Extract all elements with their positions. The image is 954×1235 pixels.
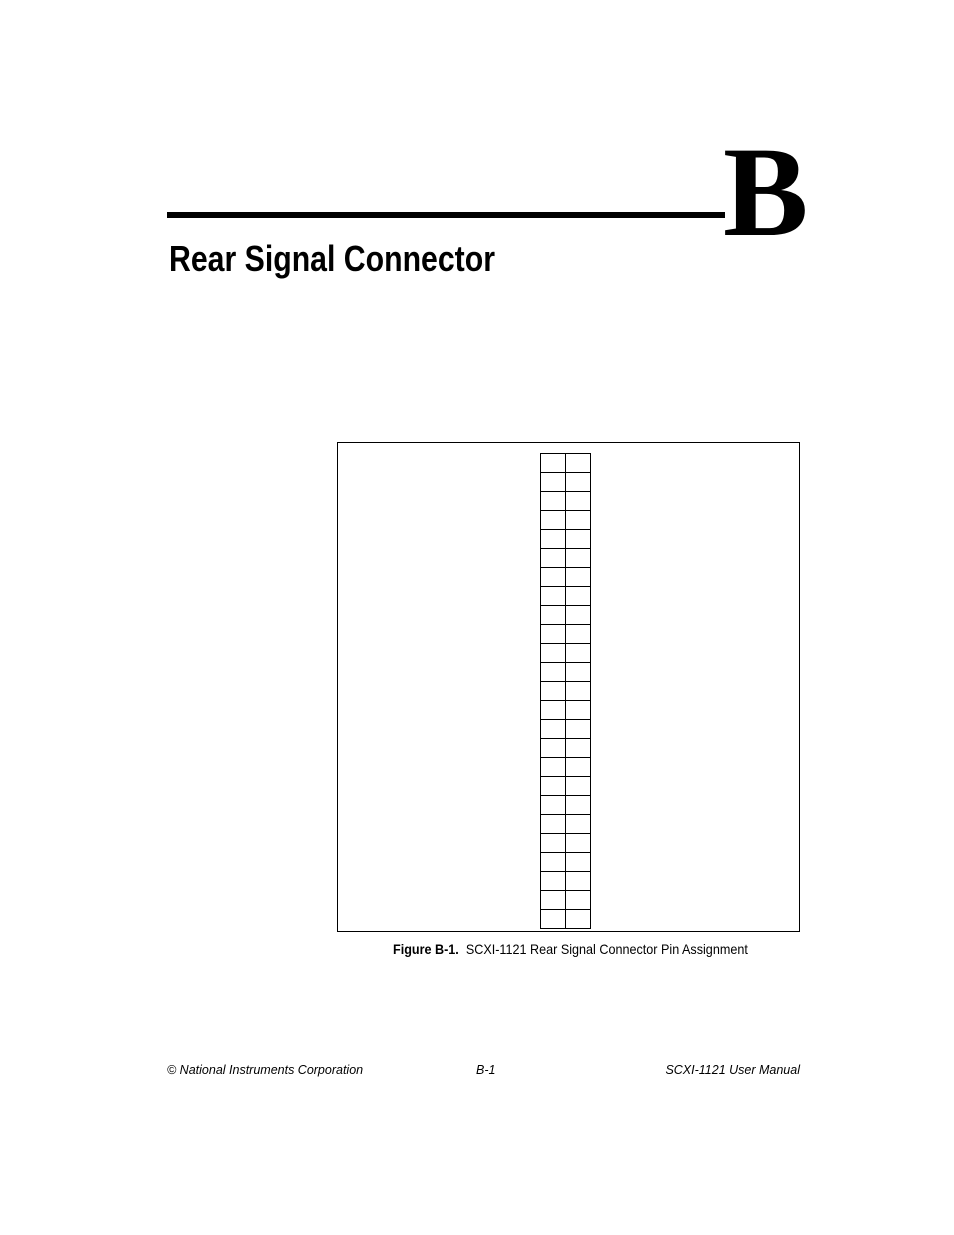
pin-row — [541, 492, 591, 511]
pin-cell — [566, 891, 591, 910]
pin-cell — [566, 606, 591, 625]
pin-cell — [566, 910, 591, 929]
pin-cell — [541, 853, 566, 872]
pin-row — [541, 606, 591, 625]
pin-cell — [566, 758, 591, 777]
pin-row — [541, 473, 591, 492]
figure-frame — [337, 442, 800, 932]
pin-cell — [566, 454, 591, 473]
pin-row — [541, 910, 591, 929]
pin-cell — [566, 739, 591, 758]
pin-cell — [566, 492, 591, 511]
pin-row — [541, 625, 591, 644]
pin-cell — [566, 834, 591, 853]
pin-cell — [541, 473, 566, 492]
pin-row — [541, 454, 591, 473]
pin-cell — [566, 682, 591, 701]
pin-cell — [541, 720, 566, 739]
pin-assignment-grid — [540, 453, 591, 929]
pin-cell — [541, 834, 566, 853]
pin-cell — [566, 815, 591, 834]
pin-cell — [541, 739, 566, 758]
pin-cell — [541, 587, 566, 606]
page-title: Rear Signal Connector — [169, 238, 495, 279]
pin-cell — [566, 701, 591, 720]
pin-cell — [566, 625, 591, 644]
pin-row — [541, 834, 591, 853]
pin-cell — [541, 815, 566, 834]
pin-row — [541, 891, 591, 910]
pin-row — [541, 701, 591, 720]
footer-copyright: © National Instruments Corporation — [167, 1063, 364, 1077]
pin-cell — [541, 549, 566, 568]
pin-cell — [566, 777, 591, 796]
pin-row — [541, 644, 591, 663]
chapter-rule — [167, 212, 725, 218]
pin-row — [541, 739, 591, 758]
pin-cell — [541, 625, 566, 644]
pin-row — [541, 568, 591, 587]
pin-row — [541, 720, 591, 739]
pin-cell — [566, 549, 591, 568]
pin-cell — [541, 568, 566, 587]
figure-caption-text: SCXI-1121 Rear Signal Connector Pin Assignment — [465, 941, 748, 957]
pin-cell — [541, 758, 566, 777]
pin-cell — [541, 910, 566, 929]
pin-cell — [566, 587, 591, 606]
pin-row — [541, 511, 591, 530]
pin-row — [541, 796, 591, 815]
pin-cell — [566, 644, 591, 663]
pin-row — [541, 758, 591, 777]
pin-row — [541, 549, 591, 568]
pin-row — [541, 872, 591, 891]
pin-cell — [566, 853, 591, 872]
footer-manual-title: SCXI-1121 User Manual — [665, 1063, 800, 1077]
pin-cell — [566, 511, 591, 530]
figure-caption — [393, 940, 748, 958]
pin-cell — [541, 891, 566, 910]
pin-cell — [541, 663, 566, 682]
pin-cell — [541, 644, 566, 663]
appendix-letter: B — [723, 121, 809, 263]
pin-cell — [566, 872, 591, 891]
pin-row — [541, 682, 591, 701]
footer-page-number: B-1 — [476, 1063, 496, 1077]
pin-cell — [541, 511, 566, 530]
pin-row — [541, 815, 591, 834]
pin-cell — [566, 530, 591, 549]
pin-row — [541, 777, 591, 796]
pin-cell — [541, 530, 566, 549]
pin-cell — [541, 777, 566, 796]
pin-cell — [566, 663, 591, 682]
pin-cell — [566, 473, 591, 492]
pin-cell — [541, 796, 566, 815]
pin-row — [541, 663, 591, 682]
pin-row — [541, 853, 591, 872]
pin-cell — [541, 492, 566, 511]
pin-row — [541, 530, 591, 549]
pin-cell — [541, 701, 566, 720]
pin-cell — [541, 872, 566, 891]
pin-cell — [541, 606, 566, 625]
pin-row — [541, 587, 591, 606]
figure-label: Figure B-1. — [393, 941, 459, 957]
pin-cell — [566, 796, 591, 815]
pin-cell — [566, 568, 591, 587]
pin-cell — [541, 682, 566, 701]
pin-cell — [541, 454, 566, 473]
pin-cell — [566, 720, 591, 739]
